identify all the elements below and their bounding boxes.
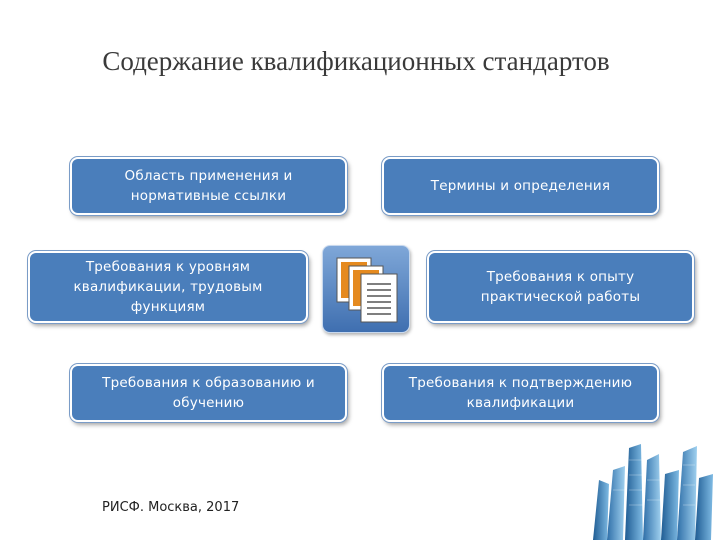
box-education — [70, 364, 347, 422]
box-terms — [382, 157, 659, 215]
box-terms-label: Термины и определения — [430, 178, 611, 194]
page-title: Содержание квалификационных стандартов — [102, 46, 610, 76]
box-scope-label: Область применения и нормативные ссылки — [124, 168, 293, 204]
box-experience — [427, 251, 694, 323]
box-confirmation-label: Требования к подтверждению квалификации — [408, 375, 633, 411]
box-levels-label: Требования к уровням квалификации, трудовым функциям — [73, 259, 263, 315]
box-confirmation — [382, 364, 659, 422]
box-experience-label: Требования к опыту практической работы — [480, 269, 641, 305]
box-education-label: Требования к образованию и обучению — [102, 375, 315, 411]
box-levels — [28, 251, 308, 323]
documents-icon — [322, 245, 410, 333]
footer-caption: РИСФ. Москва, 2017 — [102, 500, 240, 515]
city-skyline-icon — [585, 440, 720, 540]
box-scope — [70, 157, 347, 215]
